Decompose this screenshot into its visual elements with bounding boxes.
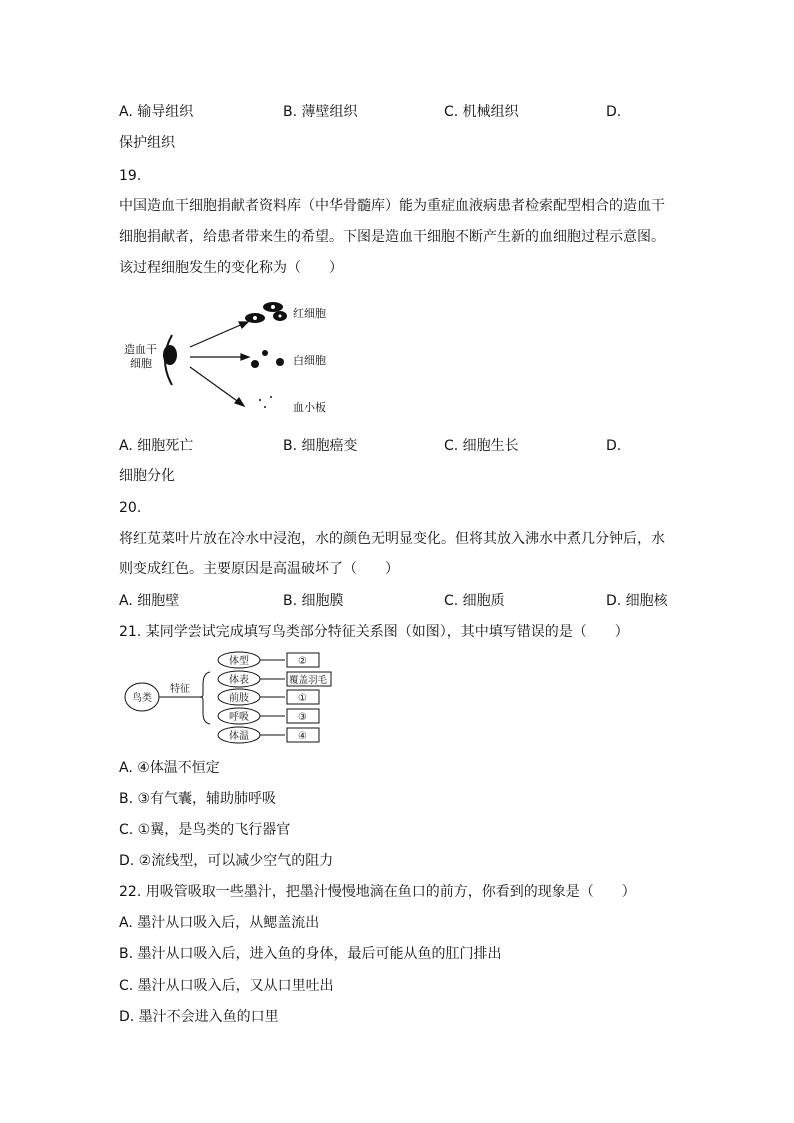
question-stem: 22. 用吸管吸取一些墨汁，把墨汁慢慢地滴在鱼口的前方，你看到的现象是（ ）	[119, 884, 636, 900]
question-stem: 细胞捐献者，给患者带来生的希望。下图是造血干细胞不断产生新的血细胞过程示意图。	[119, 229, 665, 245]
option-a: A. ④体温不恒定	[119, 760, 220, 776]
option-c: C. 机械组织	[444, 104, 519, 120]
source-label: 造血干	[124, 343, 157, 356]
option-b: B. 细胞癌变	[283, 438, 358, 454]
option-b: B. 墨汁从口吸入后，进入鱼的身体，最后可能从鱼的肛门排出	[119, 946, 502, 962]
stem-cell	[163, 345, 177, 365]
feature-key: 体型	[229, 656, 249, 667]
option-d: D. 墨汁不会进入鱼的口里	[119, 1009, 279, 1025]
option-a: A. 墨汁从口吸入后，从鳃盖流出	[119, 915, 320, 931]
option-d-text: 细胞分化	[119, 468, 175, 484]
feature-value: ②	[298, 656, 307, 667]
bird-feature-diagram	[110, 645, 370, 750]
feature-value: ④	[298, 731, 307, 742]
feature-key: 体温	[229, 731, 249, 742]
blood-cell-diagram	[110, 290, 370, 420]
option-c: C. 细胞生长	[444, 438, 519, 454]
feature-value: 覆盖羽毛	[289, 675, 328, 686]
option-c: C. ①翼，是鸟类的飞行器官	[119, 822, 291, 838]
platelet-label: 血小板	[293, 401, 326, 414]
question-number: 20.	[119, 500, 142, 516]
edge-label: 特征	[170, 684, 190, 695]
option-a: A. 细胞壁	[119, 593, 180, 609]
question-stem: 21. 某同学尝试完成填写鸟类部分特征关系图（如图），其中填写错误的是（ ）	[119, 624, 629, 640]
red-blood-cell-label: 红细胞	[293, 307, 326, 320]
option-d: D.	[606, 438, 622, 454]
option-b: B. ③有气囊，辅助肺呼吸	[119, 791, 277, 807]
feature-key: 呼吸	[229, 712, 249, 723]
option-b: B. 细胞膜	[283, 593, 344, 609]
option-a: A. 输导组织	[119, 104, 194, 120]
question-stem: 将红苋菜叶片放在冷水中浸泡，水的颜色无明显变化。但将其放入沸水中煮几分钟后，水	[119, 531, 665, 547]
white-blood-cell-label: 白细胞	[293, 354, 326, 367]
root-node: 鸟类	[132, 693, 152, 704]
feature-value: ③	[298, 712, 307, 723]
option-d: D.	[606, 104, 622, 120]
feature-value: ①	[298, 693, 307, 704]
feature-key: 体表	[229, 675, 249, 686]
question-stem: 该过程细胞发生的变化称为（ ）	[119, 260, 343, 276]
option-d: D. ②流线型，可以减少空气的阻力	[119, 853, 334, 869]
source-label: 细胞	[130, 357, 152, 370]
question-stem: 中国造血干细胞捐献者资料库（中华骨髓库）能为重症血液病患者检索配型相合的造血干	[119, 198, 665, 214]
question-number: 19.	[119, 168, 142, 184]
option-c: C. 细胞质	[444, 593, 505, 609]
option-a: A. 细胞死亡	[119, 438, 194, 454]
option-d: D. 细胞核	[606, 593, 668, 609]
option-c: C. 墨汁从口吸入后，又从口里吐出	[119, 978, 334, 994]
option-d-text: 保护组织	[119, 135, 175, 151]
option-b: B. 薄壁组织	[283, 104, 358, 120]
question-stem: 则变成红色。主要原因是高温破坏了（ ）	[119, 561, 399, 577]
feature-key: 前肢	[229, 693, 249, 704]
